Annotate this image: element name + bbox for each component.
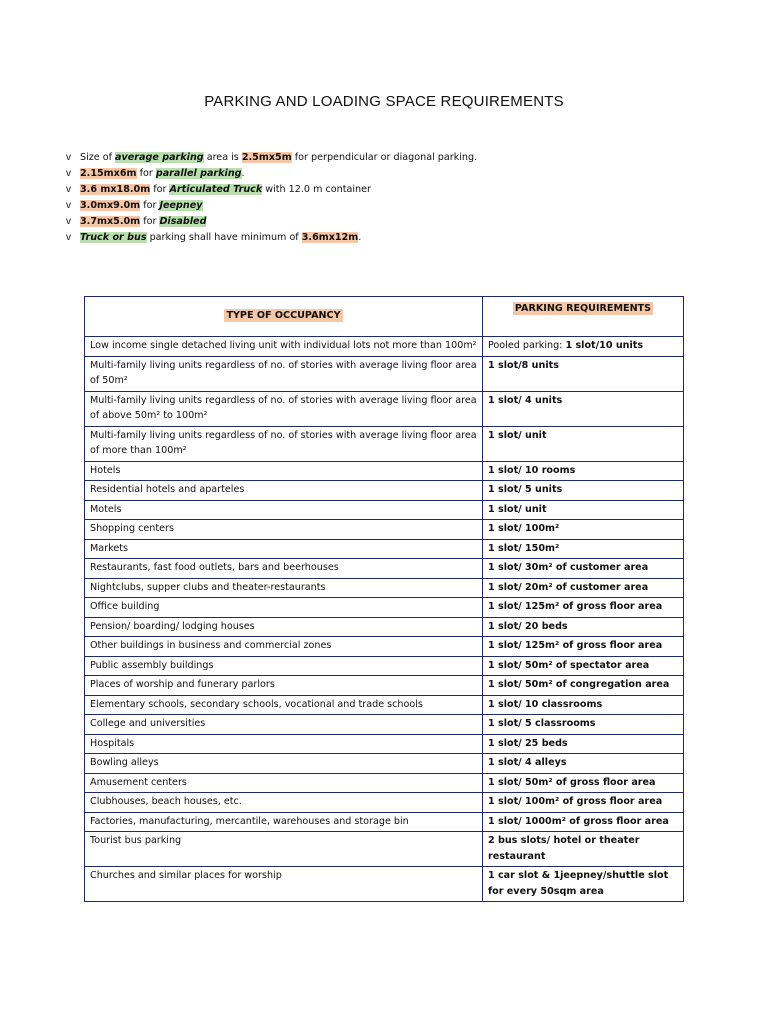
occupancy-cell: College and universities bbox=[85, 715, 483, 735]
table-row bbox=[85, 773, 684, 793]
vehicle-type-highlight: Truck or bus bbox=[80, 232, 147, 243]
bullet-marker: v bbox=[66, 184, 71, 195]
occupancy-cell: Tourist bus parking bbox=[85, 832, 483, 867]
vehicle-type-highlight: Disabled bbox=[159, 216, 207, 227]
bullet-text: for bbox=[140, 200, 160, 211]
bullet-text: for perpendicular or diagonal parking. bbox=[291, 152, 478, 163]
requirement-cell bbox=[482, 637, 683, 657]
requirement-value: 1 slot/ 10 classrooms bbox=[487, 698, 603, 710]
table-row bbox=[85, 656, 684, 676]
requirement-cell bbox=[482, 656, 683, 676]
requirement-cell bbox=[482, 695, 683, 715]
table-row bbox=[85, 539, 684, 559]
occupancy-cell: Multi-family living units regardless of no. of stories with average living floor area of 50m² bbox=[85, 356, 483, 391]
table-row bbox=[85, 617, 684, 637]
requirement-cell bbox=[482, 426, 683, 461]
occupancy-cell: Places of worship and funerary parlors bbox=[85, 676, 483, 696]
occupancy-cell: Motels bbox=[85, 500, 483, 520]
table-row bbox=[85, 637, 684, 657]
requirement-cell bbox=[482, 793, 683, 813]
occupancy-cell: Low income single detached living unit with individual lots not more than 100m² bbox=[85, 337, 483, 357]
requirement-value: 1 slot/ 125m² of gross floor area bbox=[487, 640, 663, 651]
table-row bbox=[85, 426, 684, 461]
requirement-cell bbox=[482, 461, 683, 481]
dimension-highlight: 2.15mx6m bbox=[80, 168, 137, 179]
occupancy-cell: Public assembly buildings bbox=[85, 656, 483, 676]
bullet-text: for bbox=[136, 168, 156, 179]
table-row bbox=[85, 812, 684, 832]
requirement-cell bbox=[482, 617, 683, 637]
requirement-value: 1 slot/ 50m² of gross floor area bbox=[487, 776, 656, 788]
requirement-prefix: Pooled parking: bbox=[487, 340, 566, 351]
bullet-text: for bbox=[140, 216, 160, 227]
table-row bbox=[85, 461, 684, 481]
requirement-cell bbox=[482, 754, 683, 774]
table-row bbox=[85, 481, 684, 501]
requirement-cell bbox=[482, 356, 683, 391]
table-row bbox=[85, 715, 684, 735]
requirement-value: 1 slot/ 4 alleys bbox=[487, 757, 567, 768]
occupancy-cell: Other buildings in business and commercial zones bbox=[85, 637, 483, 657]
parking-requirements-table bbox=[84, 296, 684, 902]
requirement-value: 1 slot/ 25 beds bbox=[487, 737, 568, 749]
bullet-item bbox=[66, 198, 706, 214]
requirement-cell bbox=[482, 559, 683, 579]
bullet-text: . bbox=[241, 168, 245, 179]
requirement-value: 1 slot/ 4 units bbox=[487, 394, 563, 406]
requirement-value: 1 slot/ 30m² of customer area bbox=[487, 562, 649, 573]
table-row bbox=[85, 867, 684, 902]
bullet-item bbox=[66, 150, 706, 166]
bullet-text: area is bbox=[203, 152, 242, 163]
occupancy-column-header: TYPE OF OCCUPANCY bbox=[85, 297, 483, 337]
table-row bbox=[85, 695, 684, 715]
requirement-value: 1 slot/ 20 beds bbox=[487, 620, 568, 632]
table-row bbox=[85, 754, 684, 774]
bullet-text: parking shall have minimum of bbox=[146, 232, 302, 243]
requirement-cell bbox=[482, 598, 683, 618]
bullet-item bbox=[66, 214, 706, 230]
requirement-cell bbox=[482, 676, 683, 696]
requirement-value: 1 slot/ 5 units bbox=[487, 484, 563, 495]
table-row bbox=[85, 832, 684, 867]
requirement-cell bbox=[482, 481, 683, 501]
occupancy-cell: Hotels bbox=[85, 461, 483, 481]
table-header-row bbox=[85, 297, 684, 337]
requirement-cell bbox=[482, 500, 683, 520]
occupancy-cell: Hospitals bbox=[85, 734, 483, 754]
dimension-highlight: 2.5mx5m bbox=[241, 152, 292, 163]
requirements-column-header: PARKING REQUIREMENTS bbox=[482, 297, 683, 337]
table-row bbox=[85, 391, 684, 426]
bullet-text: Size of bbox=[80, 152, 116, 163]
occupancy-cell: Nightclubs, supper clubs and theater-restaurants bbox=[85, 578, 483, 598]
requirement-cell bbox=[482, 337, 683, 357]
requirement-value: 1 slot/ 20m² of customer area bbox=[487, 581, 649, 593]
occupancy-cell: Shopping centers bbox=[85, 520, 483, 540]
bullet-marker: v bbox=[66, 232, 71, 243]
occupancy-cell: Churches and similar places for worship bbox=[85, 867, 483, 902]
requirement-value: 1 slot/ 1000m² of gross floor area bbox=[487, 815, 669, 827]
table-row bbox=[85, 520, 684, 540]
requirement-cell bbox=[482, 773, 683, 793]
occupancy-cell: Restaurants, fast food outlets, bars and beerhouses bbox=[85, 559, 483, 579]
requirement-cell bbox=[482, 734, 683, 754]
requirement-value: 1 slot/ unit bbox=[487, 429, 547, 441]
requirement-cell bbox=[482, 832, 683, 867]
occupancy-cell: Amusement centers bbox=[85, 773, 483, 793]
vehicle-type-highlight: parallel parking bbox=[155, 168, 242, 179]
requirement-cell bbox=[482, 812, 683, 832]
occupancy-cell: Bowling alleys bbox=[85, 754, 483, 774]
occupancy-cell: Clubhouses, beach houses, etc. bbox=[85, 793, 483, 813]
occupancy-cell: Multi-family living units regardless of no. of stories with average living floor area of more than 100m² bbox=[85, 426, 483, 461]
bullet-item bbox=[66, 166, 706, 182]
occupancy-cell: Factories, manufacturing, mercantile, warehouses and storage bin bbox=[85, 812, 483, 832]
dimension-highlight: 3.7mx5.0m bbox=[80, 216, 141, 227]
bullet-text: . bbox=[358, 232, 362, 243]
dimension-highlight: 3.6mx12m bbox=[301, 232, 359, 243]
requirement-value: 1 slot/ 125m² of gross floor area bbox=[487, 601, 663, 612]
table-row bbox=[85, 734, 684, 754]
vehicle-type-highlight: average parking bbox=[115, 152, 204, 163]
requirement-value: 1 slot/10 units bbox=[565, 340, 644, 351]
bullet-item bbox=[66, 230, 706, 246]
vehicle-type-highlight: Articulated Truck bbox=[169, 184, 263, 195]
dimension-highlight: 3.6 mx18.0m bbox=[80, 184, 151, 195]
dimension-highlight: 3.0mx9.0m bbox=[80, 200, 141, 211]
bullet-item bbox=[66, 182, 706, 198]
page-title: PARKING AND LOADING SPACE REQUIREMENTS bbox=[204, 93, 564, 110]
table-row bbox=[85, 559, 684, 579]
bullet-marker: v bbox=[66, 200, 71, 211]
table-row bbox=[85, 500, 684, 520]
requirement-value: 1 slot/ 100m² of gross floor area bbox=[487, 796, 663, 807]
requirement-value: 1 slot/ 50m² of spectator area bbox=[487, 659, 650, 671]
requirement-cell bbox=[482, 867, 683, 902]
requirements-bullet-list bbox=[66, 150, 706, 246]
requirement-value: 1 slot/8 units bbox=[487, 359, 559, 371]
bullet-marker: v bbox=[66, 168, 71, 179]
requirement-cell bbox=[482, 715, 683, 735]
requirement-value: 1 slot/ 50m² of congregation area bbox=[487, 679, 670, 690]
occupancy-cell: Markets bbox=[85, 539, 483, 559]
requirement-value: 1 slot/ unit bbox=[487, 503, 547, 515]
occupancy-cell: Elementary schools, secondary schools, vocational and trade schools bbox=[85, 695, 483, 715]
bullet-marker: v bbox=[66, 216, 71, 227]
occupancy-cell: Pension/ boarding/ lodging houses bbox=[85, 617, 483, 637]
vehicle-type-highlight: Jeepney bbox=[159, 200, 203, 211]
requirement-value: 1 slot/ 150m² bbox=[487, 542, 560, 554]
requirement-value: 1 car slot & 1jeepney/shuttle slot for every 50sqm area bbox=[487, 870, 669, 897]
bullet-text: with 12.0 m container bbox=[262, 184, 371, 195]
requirement-value: 1 slot/ 100m² bbox=[487, 523, 560, 534]
occupancy-cell: Residential hotels and aparteles bbox=[85, 481, 483, 501]
requirement-value: 1 slot/ 10 rooms bbox=[487, 464, 576, 476]
table-row bbox=[85, 578, 684, 598]
table-row bbox=[85, 337, 684, 357]
table-row bbox=[85, 356, 684, 391]
table-row bbox=[85, 676, 684, 696]
occupancy-cell: Multi-family living units regardless of no. of stories with average living floor area of above 50m² to 100m² bbox=[85, 391, 483, 426]
requirement-cell bbox=[482, 520, 683, 540]
table-row bbox=[85, 598, 684, 618]
bullet-marker: v bbox=[66, 152, 71, 163]
requirement-cell bbox=[482, 578, 683, 598]
table-row bbox=[85, 793, 684, 813]
occupancy-cell: Office building bbox=[85, 598, 483, 618]
requirement-value: 2 bus slots/ hotel or theater restaurant bbox=[487, 835, 640, 862]
requirement-value: 1 slot/ 5 classrooms bbox=[487, 718, 596, 729]
requirement-cell bbox=[482, 391, 683, 426]
requirement-cell bbox=[482, 539, 683, 559]
bullet-text: for bbox=[150, 184, 170, 195]
